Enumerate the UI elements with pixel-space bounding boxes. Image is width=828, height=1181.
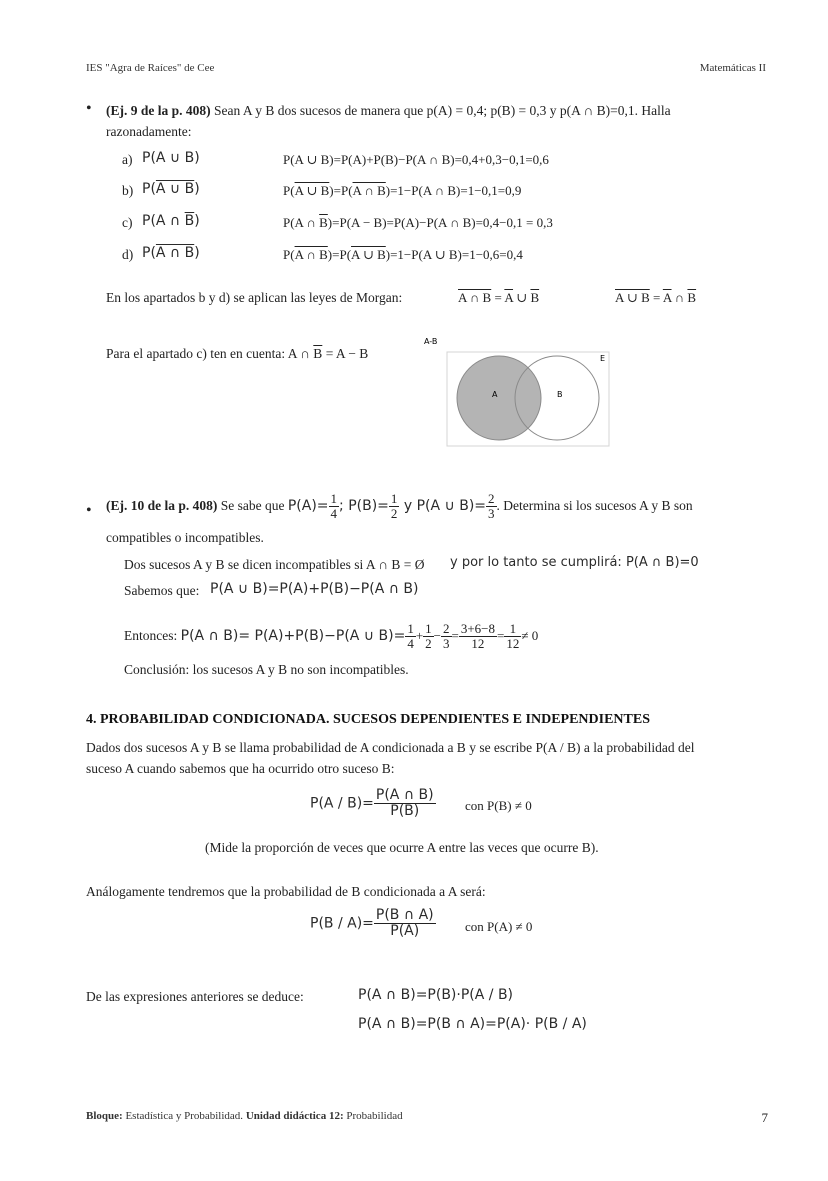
ex10-then: Entonces: P(A ∩ B)= P(A)+P(B)−P(A ∪ B)= $\frac{1}{4}$ + $\frac{1}{2}$ − $\frac{2}{3}$ = $\frac{3+6-8}{12}$ = $\frac{1}{12}$ ≠ 0 — [124, 621, 539, 652]
item-label: c) — [122, 215, 133, 230]
venn-set-a — [457, 356, 541, 440]
item-question: P(A ∩ $\overline{B}$) — [142, 213, 200, 229]
formula-cond-a-b: P(A / B)= $\frac{P(A \cap B)}{P(B)}$ — [310, 787, 434, 820]
hint-text: Para el apartado c) ten en cuenta: A ∩ $\overline{B} = A - B$ — [106, 346, 369, 361]
item-label: b) — [122, 183, 134, 198]
item-label: a) — [122, 152, 133, 167]
ex10-know-formula: P(A ∪ B)=P(A)+P(B)−P(A ∩ B) — [210, 581, 419, 597]
ex10-definition: Dos sucesos A y B se dicen incompatibles si A ∩ B = Ø — [124, 557, 425, 572]
footer-left: Bloque: Estadística y Probabilidad. Unidad didáctica 12: Probabilidad — [86, 1110, 403, 1122]
header-left: IES "Agra de Raíces" de Cee — [86, 62, 215, 74]
ex9-statement — [106, 103, 671, 119]
item-answer: P(A ∩ B)=P(A ∪ B)=1−P(A ∪ B)=1−0,6=0,4 — [283, 247, 523, 262]
venn-label-e: E — [600, 354, 606, 363]
bullet: • — [86, 502, 92, 519]
ex9-statement-text: Sean A y B dos sucesos de manera que p(A) = 0,4; p(B) = 0,3 y p(A ∩ B)=0,1. Halla — [214, 103, 671, 118]
item-question: P(A ∪ B) — [142, 181, 200, 197]
section-p1: Dados dos sucesos A y B se llama probabilidad de A condicionada a B y se escribe P(A / B) a la probabilidad del — [86, 740, 695, 755]
formula-cond-b-a-condition: con P(A) ≠ 0 — [465, 919, 533, 934]
venn-diagram — [420, 334, 620, 454]
section-title: 4. PROBABILIDAD CONDICIONADA. SUCESOS DEPENDIENTES E INDEPENDIENTES — [86, 712, 650, 727]
formula-cond-a-b-condition: con P(B) ≠ 0 — [465, 798, 532, 813]
header-right: Matemáticas II — [699, 62, 766, 74]
section-deduce: De las expresiones anteriores se deduce: — [86, 989, 304, 1004]
item-label: d) — [122, 247, 134, 262]
morgan-text: En los apartados b y d) se aplican las leyes de Morgan: — [106, 290, 403, 305]
item-answer: P(A ∪ B)=P(A)+P(B)−P(A ∩ B)=0,4+0,3−0,1=0,6 — [283, 152, 549, 167]
ex10-conclusion: Conclusión: los sucesos A y B no son incompatibles. — [124, 662, 409, 677]
ex9-statement-2: razonadamente: — [106, 124, 192, 139]
item-answer: P(A ∩ $\overline{B})=P(A - B)=P(A)-P(A$ ∩ B)=0,4−0,1 = 0,3 — [283, 215, 553, 230]
venn-label-a: A — [492, 390, 498, 399]
venn-title: A-B — [424, 337, 438, 346]
morgan-law-2: A ∪ $B = \overline{A}$ ∩ $\overline{B}$ — [615, 290, 697, 305]
formula-cond-b-a: P(B / A)= $\frac{P(B \cap A)}{P(A)}$ — [310, 907, 434, 940]
item-question: P(A ∩ B) — [142, 245, 200, 261]
section-note: (Mide la proporción de veces que ocurre A entre las veces que ocurre B). — [205, 840, 599, 855]
section-p1b: suceso A cuando sabemos que ha ocurrido otro suceso B: — [86, 761, 395, 776]
page-number: 7 — [761, 1110, 768, 1125]
section-p2: Análogamente tendremos que la probabilidad de B condicionada a A será: — [86, 884, 486, 899]
bullet: • — [86, 100, 92, 117]
venn-label-b: B — [557, 390, 563, 399]
ex10-statement: (Ej. 10 de la p. 408) Se sabe que P(A)= $\frac{1}{4}$ ; P(B)= $\frac{1}{2}$ y P(A ∪ B)= $\frac{2}{3}$ . Determina si los sucesos A y B son — [106, 491, 693, 522]
deduction-2: P(A ∩ B)=P(B ∩ A)=P(A)· P(B / A) — [358, 1016, 587, 1032]
ex10-definition-handwritten: y por lo tanto se cumplirá: P(A ∩ B)=0 — [450, 555, 699, 570]
morgan-law-1: A ∩ $B = \overline{A}$ ∪ $\overline{B}$ — [458, 290, 540, 305]
ex9-ref: (Ej. 9 de la p. 408) — [106, 103, 211, 118]
deduction-1: P(A ∩ B)=P(B)·P(A / B) — [358, 987, 514, 1003]
item-question: P(A ∪ B) — [142, 150, 200, 166]
item-answer: P(A ∪ B)=P(A ∩ B)=1−P(A ∩ B)=1−0,1=0,9 — [283, 183, 522, 198]
ex10-statement-2: compatibles o incompatibles. — [106, 530, 264, 545]
ex10-know: Sabemos que: — [124, 583, 200, 598]
